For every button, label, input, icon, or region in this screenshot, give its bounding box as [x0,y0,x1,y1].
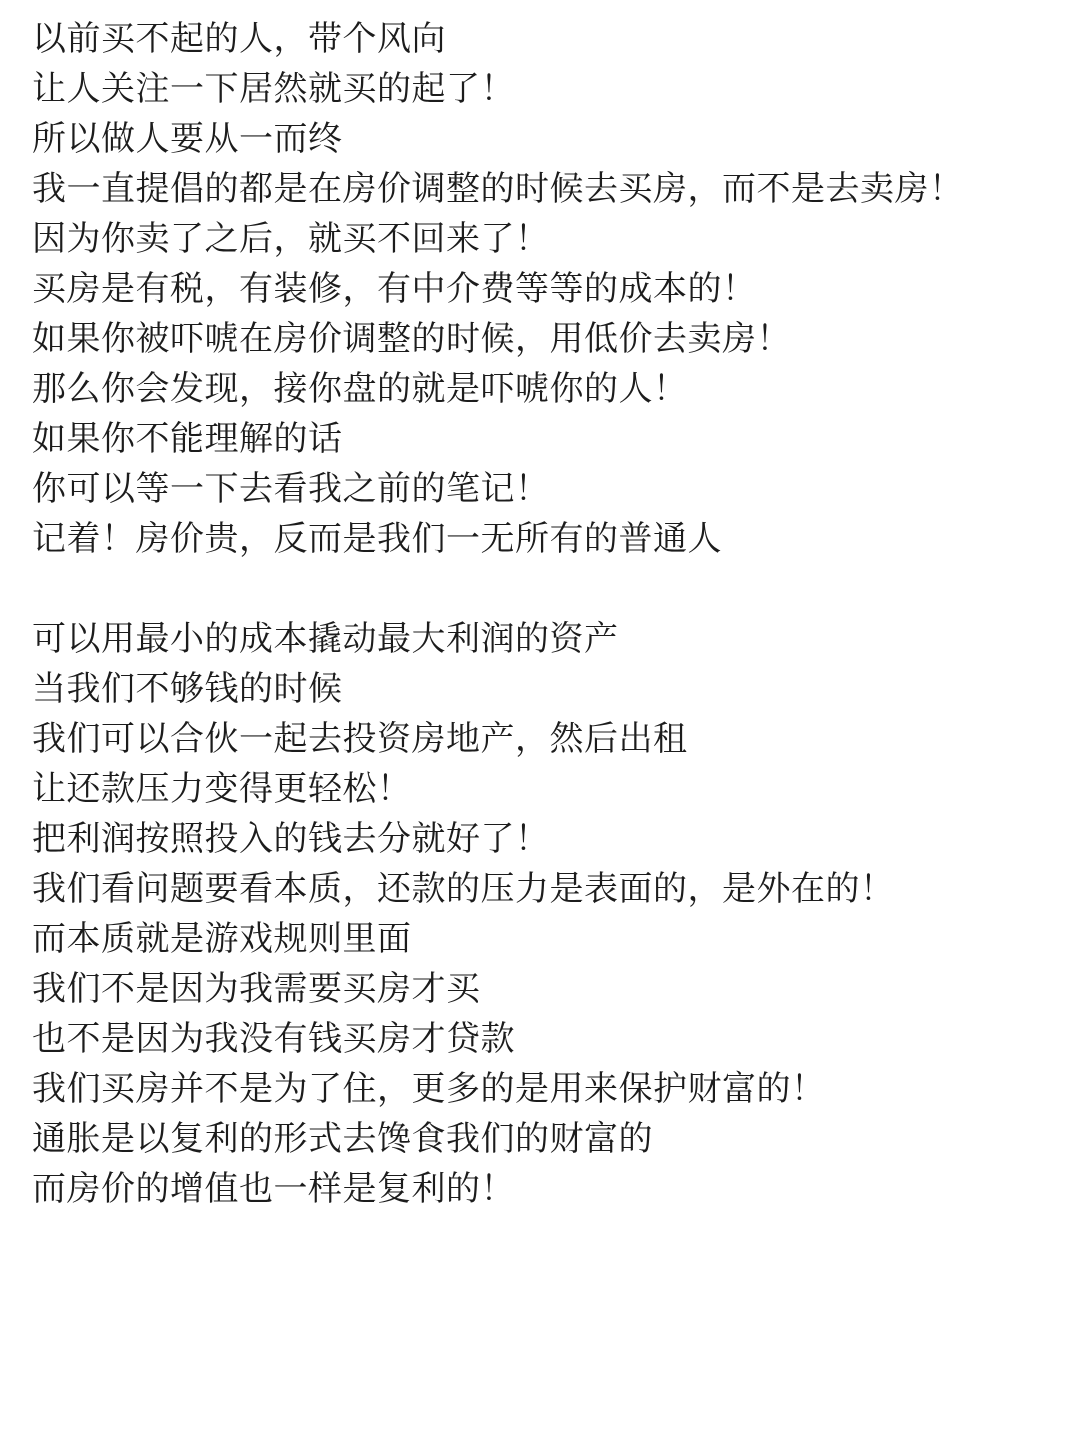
text-line: 以前买不起的人，带个风向 [32,19,446,59]
text-line: 所以做人要从一而终 [32,119,343,159]
text-line: 可以用最小的成本撬动最大利润的资产 [32,619,619,659]
text-line: 我们买房并不是为了住，更多的是用来保护财富的！ [32,1069,826,1109]
text-line: 我一直提倡的都是在房价调整的时候去买房，而不是去卖房！ [32,169,964,209]
text-line: 而房价的增值也一样是复利的！ [32,1169,515,1209]
cropped-top-line [32,0,1072,14]
paragraph-2 [32,614,1072,1214]
text-line: 如果你不能理解的话 [32,419,343,459]
text-line: 而本质就是游戏规则里面 [32,919,412,959]
text-line: 如果你被吓唬在房价调整的时候，用低价去卖房！ [32,319,791,359]
paragraph-1 [32,14,1072,564]
text-line: 把利润按照投入的钱去分就好了！ [32,819,550,859]
text-line: 当我们不够钱的时候 [32,669,343,709]
paragraph-gap [32,564,1072,614]
text-line: 那么你会发现，接你盘的就是吓唬你的人！ [32,369,688,409]
text-line: 我们看问题要看本质，还款的压力是表面的，是外在的！ [32,869,895,909]
text-line: 让还款压力变得更轻松！ [32,769,412,809]
text-line: 也不是因为我没有钱买房才贷款 [32,1019,515,1059]
text-line: 记着！房价贵，反而是我们一无所有的普通人 [32,519,722,559]
text-line: 你可以等一下去看我之前的笔记！ [32,469,550,509]
text-line: 让人关注一下居然就买的起了！ [32,69,515,109]
text-line: 买房是有税，有装修，有中介费等等的成本的！ [32,269,757,309]
text-line: 我们可以合伙一起去投资房地产，然后出租 [32,719,688,759]
note-body [32,0,1072,1214]
text-line: 通胀是以复利的形式去馋食我们的财富的 [32,1119,653,1159]
text-line: 因为你卖了之后，就买不回来了！ [32,219,550,259]
text-line: 我们不是因为我需要买房才买 [32,969,481,1009]
